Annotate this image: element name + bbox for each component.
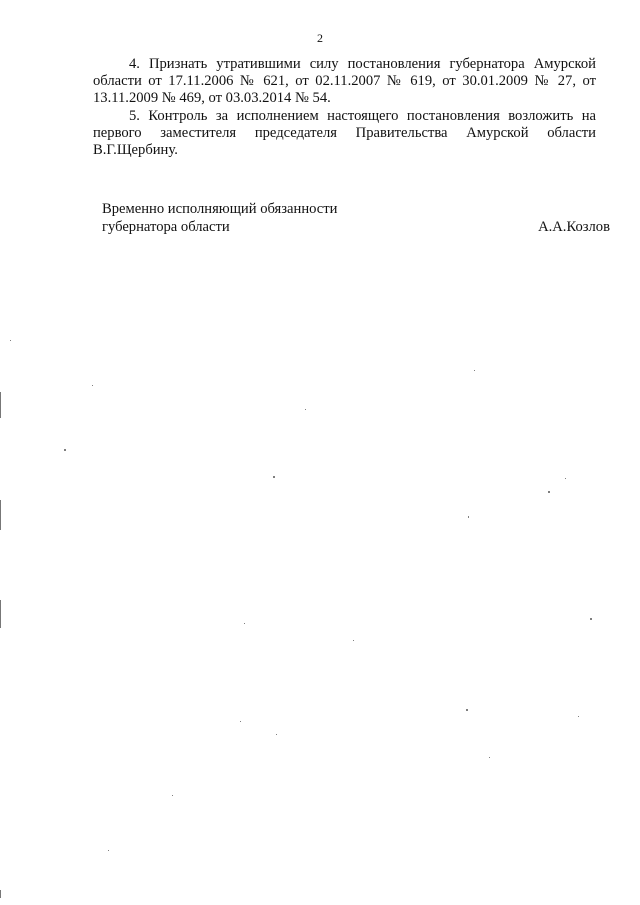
- scan-edge-mark: [0, 600, 1, 628]
- signatory-name: А.А.Козлов: [538, 218, 610, 235]
- paragraph-text: 4. Признать утратившими силу постановления губернатора Амурской области от 17.11.2006 № 621, от 02.11.2007 № 619, от 30.01.2009 № 27, от 13.11.2009 № 469, от 03.03.2014 № 54.: [93, 56, 596, 107]
- scan-edge-mark: [0, 500, 1, 530]
- scan-edge-mark: [0, 392, 1, 418]
- signatory-position-line1: Временно исполняющий обязанности: [102, 201, 338, 217]
- page-number: 2: [317, 31, 323, 45]
- paragraph-item-5: [93, 108, 596, 160]
- paragraph-item-4: [93, 56, 596, 108]
- paragraph-text: 5. Контроль за исполнением настоящего постановления возложить на первого заместителя председателя Правительства Амурской области В.Г.Щербину.: [93, 107, 596, 159]
- scan-edge-mark: [0, 890, 1, 898]
- signature-block: [102, 201, 610, 236]
- document-body: [93, 56, 596, 159]
- signatory-position-line2: губернатора области: [102, 218, 230, 235]
- signature-row: [102, 219, 610, 237]
